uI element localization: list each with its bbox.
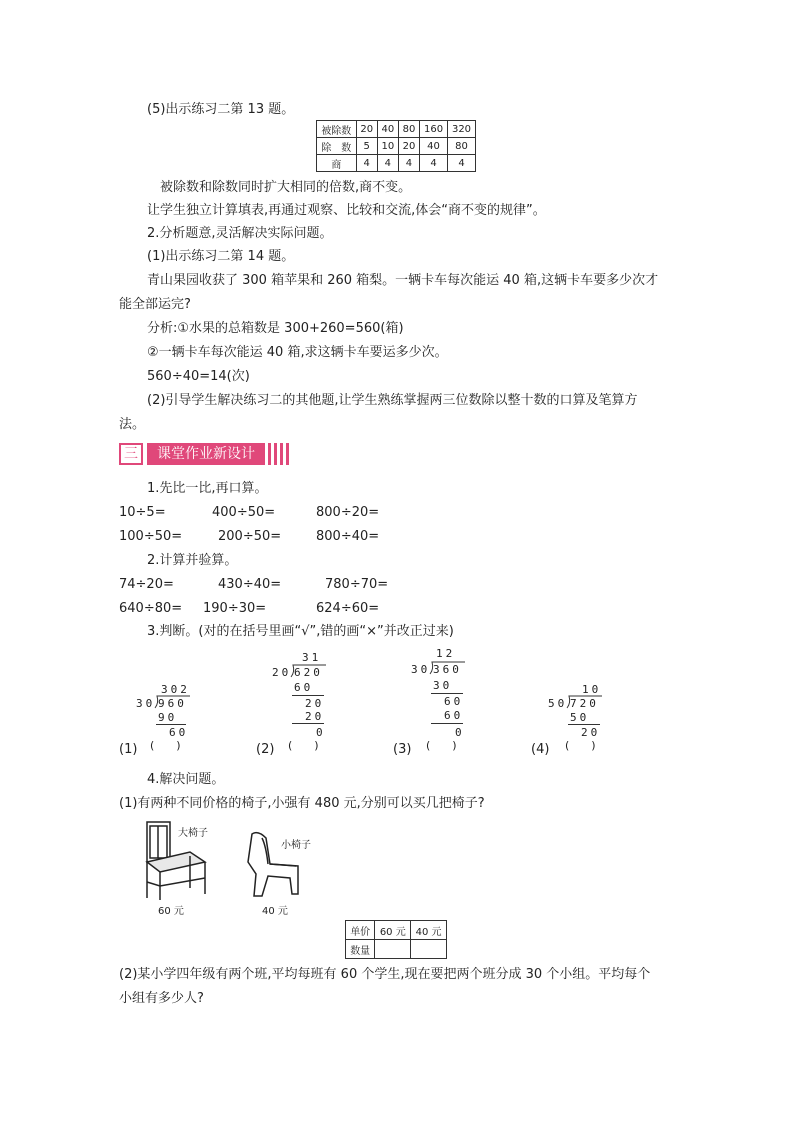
table-row: [317, 155, 476, 172]
q2-expr: 190÷30=: [203, 601, 267, 616]
division-rule: [156, 724, 186, 725]
table-row: [317, 138, 476, 155]
division-label: (4): [531, 742, 550, 757]
banner-stripes: [268, 443, 290, 465]
q1-expr: 800÷40=: [316, 529, 380, 544]
table-row: [346, 921, 447, 940]
q1-expr: 200÷50=: [218, 529, 282, 544]
table-cell: 320: [448, 121, 476, 138]
table-cell: 40: [377, 121, 398, 138]
step: 50: [570, 711, 590, 724]
table-cell: 20: [398, 138, 419, 155]
step: 20: [581, 726, 601, 739]
conclusion-text: 被除数和除数同时扩大相同的倍数,商不变。: [160, 180, 412, 195]
step: 60: [444, 709, 464, 722]
q1-expr: 100÷50=: [119, 529, 183, 544]
step: 20: [305, 710, 325, 723]
table-row-label: 除 数: [317, 138, 357, 155]
division-rule: [568, 724, 600, 725]
table-cell: 10: [377, 138, 398, 155]
q2-title: 2.计算并验算。: [147, 553, 238, 568]
step: 90: [158, 711, 178, 724]
answer-bracket[interactable]: ( ): [426, 739, 457, 752]
step: 60: [294, 681, 314, 694]
dividend: 720: [570, 697, 599, 710]
q2-expr: 640÷80=: [119, 601, 183, 616]
heading-2: 2.分析题意,灵活解决实际问题。: [147, 226, 333, 241]
q2-expr: 624÷60=: [316, 601, 380, 616]
division-label: (3): [393, 742, 412, 757]
answer-bracket[interactable]: ( ): [565, 739, 596, 752]
q4-2-line2: 小组有多少人?: [119, 991, 204, 1006]
item-5-text: (5)出示练习二第 13 题。: [147, 102, 295, 117]
divisor: 30: [411, 663, 431, 676]
table-cell: 40: [420, 138, 448, 155]
q1-expr: 800÷20=: [316, 505, 380, 520]
answer-bracket[interactable]: ( ): [150, 739, 181, 752]
divisor: 30: [136, 697, 156, 710]
step: 60: [169, 726, 189, 739]
quantity-cell[interactable]: [411, 940, 447, 959]
step: 60: [444, 695, 464, 708]
quotient: 10: [582, 683, 602, 696]
division-label: (2): [256, 742, 275, 757]
analysis-1: 分析:①水果的总箱数是 300+260=560(箱): [147, 321, 404, 336]
quantity-cell[interactable]: [375, 940, 411, 959]
observe-text: 让学生独立计算填表,再通过观察、比较和交流,体会“商不变的规律”。: [147, 203, 546, 218]
remainder: 0: [316, 726, 326, 739]
q2-expr: 430÷40=: [218, 577, 282, 592]
q4-title: 4.解决问题。: [147, 772, 225, 787]
table-cell: 20: [356, 121, 377, 138]
q2-expr: 780÷70=: [325, 577, 389, 592]
quotient: 12: [436, 647, 456, 660]
chair-price: 60 元: [158, 906, 184, 917]
table-row: [317, 121, 476, 138]
quotient: 31: [302, 651, 322, 664]
divisor: 50: [548, 697, 568, 710]
chair-name: 小椅子: [281, 840, 311, 851]
table-cell: 4: [420, 155, 448, 172]
table-row-label: 商: [317, 155, 357, 172]
q3-title: 3.判断。(对的在括号里画“√”,错的画“×”并改正过来): [147, 624, 454, 639]
step: 30: [433, 679, 453, 692]
table-row-label: 被除数: [317, 121, 357, 138]
chair-name: 大椅子: [178, 828, 208, 839]
answer-text: 560÷40=14(次): [147, 369, 250, 384]
step: 20: [305, 697, 325, 710]
division-rule: [431, 693, 463, 694]
dividend: 960: [158, 697, 187, 710]
table-cell: 40 元: [411, 921, 447, 940]
chair-price: 40 元: [262, 906, 288, 917]
table-cell: 80: [448, 138, 476, 155]
table-cell: 160: [420, 121, 448, 138]
section-banner: [119, 443, 299, 465]
analysis-2: ②一辆卡车每次能运 40 箱,求这辆卡车要运多少次。: [147, 345, 448, 360]
division-rule: [292, 723, 324, 724]
q1-expr: 400÷50=: [212, 505, 276, 520]
remainder: 0: [455, 726, 465, 739]
table-cell: 单价: [346, 921, 375, 940]
division-label: (1): [119, 742, 138, 757]
q4-1-text: (1)有两种不同价格的椅子,小强有 480 元,分别可以买几把椅子?: [119, 796, 485, 811]
division-rule: [431, 723, 463, 724]
dividend: 620: [294, 666, 323, 679]
item-2-line2: 法。: [119, 417, 146, 432]
problem-text-line1: 青山果园收获了 300 箱苹果和 260 箱梨。一辆卡车每次能运 40 箱,这辆卡车要多少次才: [147, 273, 659, 288]
q4-2-line1: (2)某小学四年级有两个班,平均每班有 60 个学生,现在要把两个班分成 30 个小组。平均每个: [119, 967, 651, 982]
price-table: [345, 920, 447, 959]
banner-title: 课堂作业新设计: [147, 443, 265, 465]
q2-expr: 74÷20=: [119, 577, 174, 592]
dividend: 360: [433, 663, 462, 676]
quotient: 302: [161, 683, 190, 696]
table-cell: 5: [356, 138, 377, 155]
problem-text-line2: 能全部运完?: [119, 297, 191, 312]
banner-number: 三: [119, 443, 143, 465]
table-cell: 4: [377, 155, 398, 172]
table-cell: 80: [398, 121, 419, 138]
table-cell: 60 元: [375, 921, 411, 940]
item-2-line1: (2)引导学生解决练习二的其他题,让学生熟练掌握两三位数除以整十数的口算及笔算方: [147, 393, 638, 408]
small-chair-icon: [0, 0, 1, 1]
q1-expr: 10÷5=: [119, 505, 166, 520]
item-1-text: (1)出示练习二第 14 题。: [147, 249, 295, 264]
divisor: 20: [272, 666, 292, 679]
q1-title: 1.先比一比,再口算。: [147, 481, 268, 496]
division-rule: [292, 695, 324, 696]
table-row: [346, 940, 447, 959]
table-cell: 4: [448, 155, 476, 172]
answer-bracket[interactable]: ( ): [288, 739, 319, 752]
table-cell: 数量: [346, 940, 375, 959]
table-cell: 4: [356, 155, 377, 172]
quotient-invariance-table: [316, 120, 476, 172]
table-cell: 4: [398, 155, 419, 172]
